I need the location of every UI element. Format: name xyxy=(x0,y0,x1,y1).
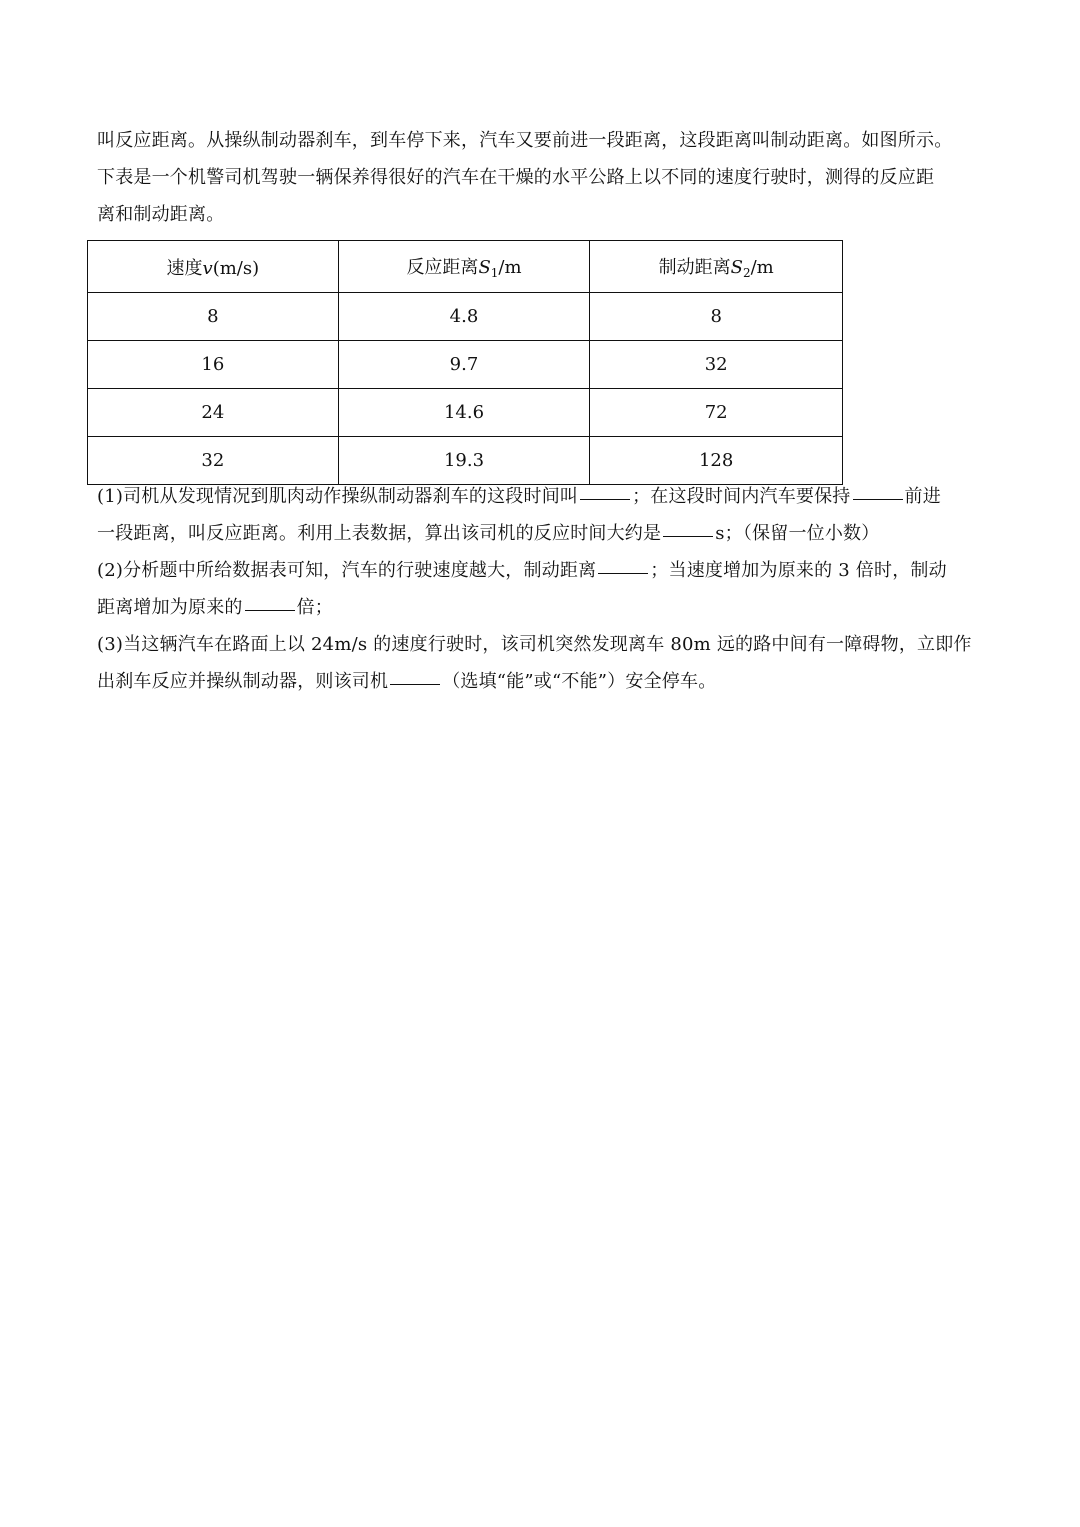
question-line: (2)分析题中所给数据表可知，汽车的行驶速度越大，制动距离 ；当速度增加为原来的 3 倍时，制动 xyxy=(97,560,947,581)
answer-blank[interactable] xyxy=(245,609,295,611)
table-cell: 19.3 xyxy=(338,437,590,485)
symbol-s: S xyxy=(730,257,743,278)
table-row xyxy=(88,341,843,389)
question-line: 一段距离，叫反应距离。利用上表数据，算出该司机的反应时间大约是 s；（保留一位小数） xyxy=(97,523,880,544)
answer-blank[interactable] xyxy=(853,498,903,500)
question-line: (1)司机从发现情况到肌肉动作操纵制动器刹车的这段时间叫 ；在这段时间内汽车要保持 前进 xyxy=(97,486,941,507)
symbol-v: v xyxy=(202,257,213,279)
table-cell: 14.6 xyxy=(338,389,590,437)
table-row xyxy=(88,389,843,437)
speed-distance-table xyxy=(87,240,843,485)
table-cell: 24 xyxy=(88,389,339,437)
intro-line: 叫反应距离。从操纵制动器刹车，到车停下来，汽车又要前进一段距离，这段距离叫制动距离。如图所示。 xyxy=(97,130,953,151)
table-cell: 32 xyxy=(88,437,339,485)
symbol-s: S xyxy=(478,257,491,278)
subscript: 2 xyxy=(742,266,751,280)
question-line: (3)当这辆汽车在路面上以 24m/s 的速度行驶时，该司机突然发现离车 80m 远的路中间有一障碍物，立即作 xyxy=(97,634,972,655)
answer-blank[interactable] xyxy=(598,572,648,574)
table-cell: 128 xyxy=(590,437,843,485)
answer-blank[interactable] xyxy=(580,498,630,500)
table-cell: 32 xyxy=(590,341,843,389)
question-3 xyxy=(97,626,987,700)
question-1 xyxy=(97,478,987,552)
intro-line: 下表是一个机警司机驾驶一辆保养得很好的汽车在干燥的水平公路上以不同的速度行驶时，测得的反应距 xyxy=(97,167,935,188)
table-cell: 8 xyxy=(88,293,339,341)
table-cell: 4.8 xyxy=(338,293,590,341)
table-cell: 8 xyxy=(590,293,843,341)
question-line: 距离增加为原来的 倍； xyxy=(97,597,334,618)
table-cell: 16 xyxy=(88,341,339,389)
question-line: 出刹车反应并操纵制动器，则该司机 （选填“能”或“不能”）安全停车。 xyxy=(97,671,717,692)
table-header-row xyxy=(88,241,843,293)
header-reaction-distance: 反应距离$S_1/m$ xyxy=(338,241,590,293)
header-speed: 速度v(m/s) xyxy=(88,241,339,293)
table-row xyxy=(88,293,843,341)
answer-blank[interactable] xyxy=(390,683,440,685)
question-2 xyxy=(97,552,987,626)
intro-paragraph xyxy=(97,122,987,233)
header-braking-distance: 制动距离$S_2/m$ xyxy=(590,241,843,293)
answer-blank[interactable] xyxy=(663,535,713,537)
intro-line: 离和制动距离。 xyxy=(97,204,225,225)
table-cell: 72 xyxy=(590,389,843,437)
table-cell: 9.7 xyxy=(338,341,590,389)
subscript: 1 xyxy=(490,266,499,280)
